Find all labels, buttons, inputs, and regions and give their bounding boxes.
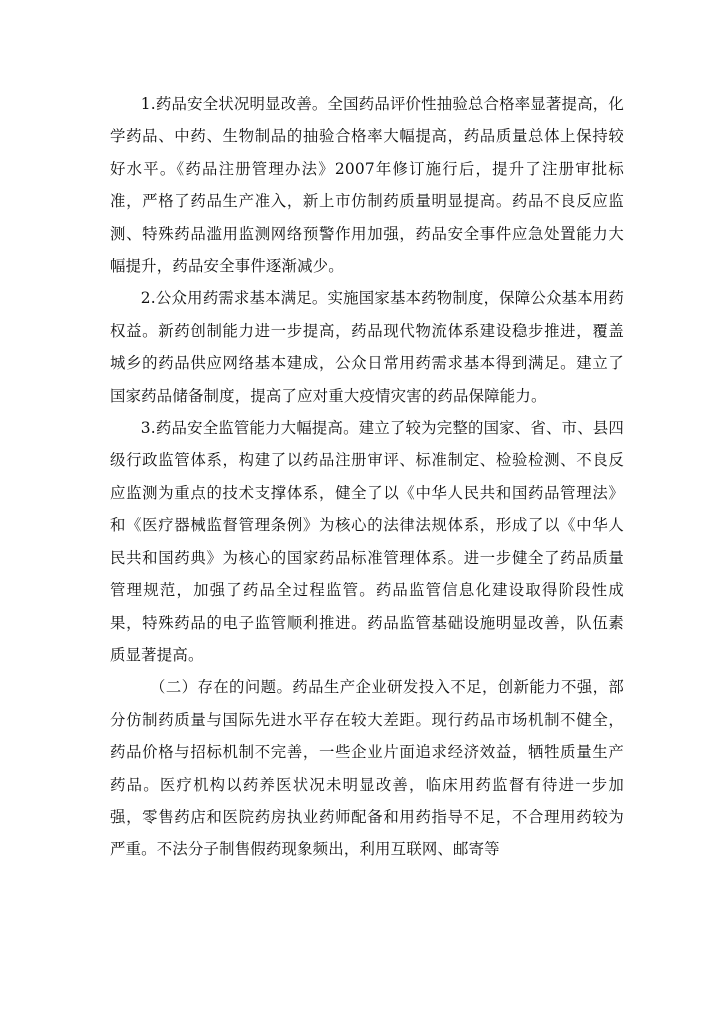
- paragraph-public-drug-demand: 2.公众用药需求基本满足。实施国家基本药物制度，保障公众基本用药权益。新药创制能力进一步提高，药品现代物流体系建设稳步推进，覆盖城乡的药品供应网络基本建成，公众日常用药需求基本得到满足。建立了国家药品储备制度，提高了应对重大疫情灾害的药品保障能力。: [110, 289, 624, 405]
- document-page: [110, 88, 624, 866]
- paragraph-regulatory-capacity: 3.药品安全监管能力大幅提高。建立了较为完整的国家、省、市、县四级行政监管体系，构建了以药品注册审评、标准制定、检验检测、不良反应监测为重点的技术支撑体系，健全了以《中华人民共和国药品管理法》和《医疗器械监督管理条例》为核心的法律法规体系，形成了以《中华人民共和国药典》为核心的国家药品标准管理体系。进一步健全了药品质量管理规范，加强了药品全过程监管。药品监管信息化建设取得阶段性成果，特殊药品的电子监管顺利推进。药品监管基础设施明显改善，队伍素质显著提高。: [110, 419, 624, 664]
- paragraph-drug-safety: 1.药品安全状况明显改善。全国药品评价性抽验总合格率显著提高，化学药品、中药、生物制品的抽验合格率大幅提高，药品质量总体上保持较好水平。《药品注册管理办法》2007年修订施行后，提升了注册审批标准，严格了药品生产准入，新上市仿制药质量明显提高。药品不良反应监测、特殊药品滥用监测网络预警作用加强，药品安全事件应急处置能力大幅提升，药品安全事件逐渐减少。: [110, 95, 624, 276]
- paragraph-existing-problems: （二）存在的问题。药品生产企业研发投入不足，创新能力不强，部分仿制药质量与国际先进水平存在较大差距。现行药品市场机制不健全，药品价格与招标机制不完善，一些企业片面追求经济效益，牺牲质量生产药品。医疗机构以药养医状况未明显改善，临床用药监督有待进一步加强，零售药店和医院药房执业药师配备和用药指导不足，不合理用药较为严重。不法分子制售假药现象频出，利用互联网、邮寄等: [110, 678, 624, 859]
